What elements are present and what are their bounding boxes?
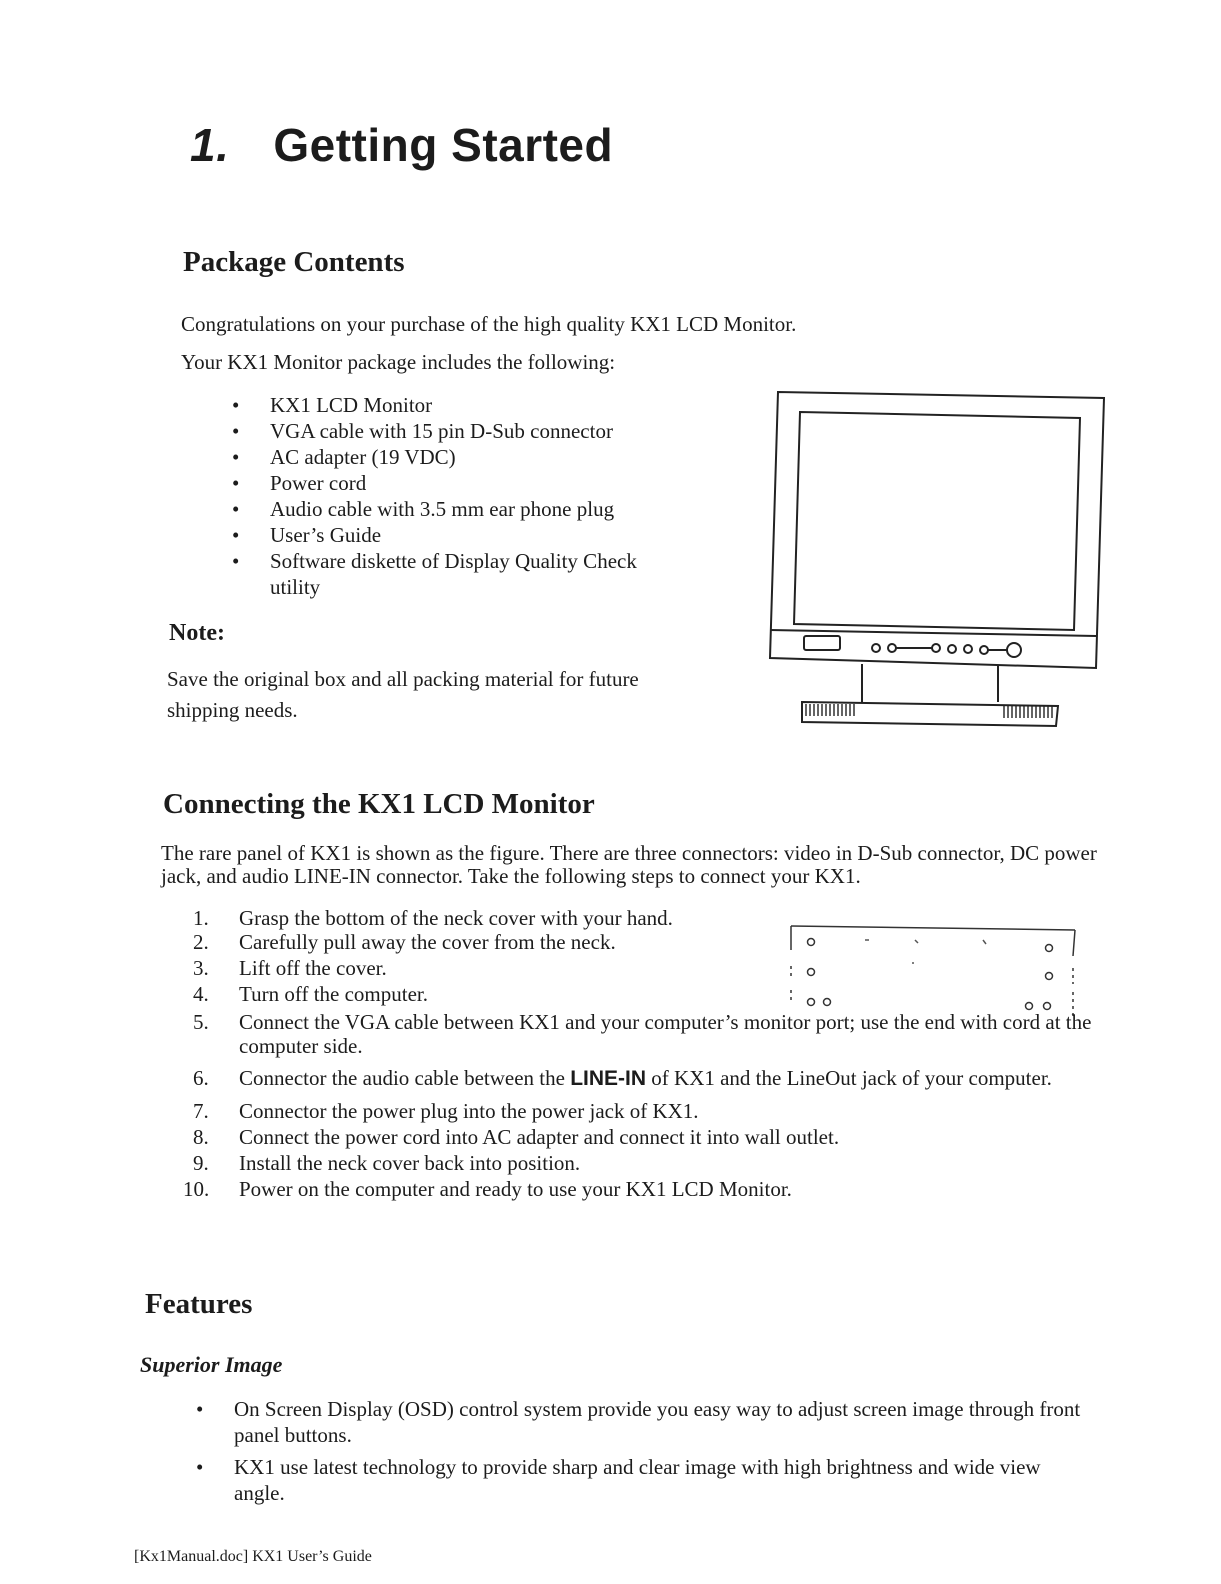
- power-button-shape: [804, 636, 840, 650]
- monitor-neck: [862, 664, 998, 702]
- connecting-intro: The rare panel of KX1 is shown as the figure. There are three connectors: video in D-Sub connector, DC power jack, and audio LINE-IN connector. Take the following steps to connect your KX1.: [161, 841, 1097, 888]
- package-intro-2: Your KX1 Monitor package includes the following:: [181, 350, 616, 374]
- list-item: 1. Grasp the bottom of the neck cover with your hand.: [193, 906, 673, 930]
- connection-steps-list: [183, 906, 1103, 1201]
- line-in-label: LINE-IN: [570, 1067, 647, 1090]
- chapter-number: 1.: [190, 119, 230, 171]
- list-item: 8. Connect the power cord into AC adapter and connect it into wall outlet.: [193, 1125, 840, 1149]
- list-item: 10. Power on the computer and ready to use your KX1 LCD Monitor.: [183, 1177, 792, 1201]
- list-item: 7. Connector the power plug into the power jack of KX1.: [193, 1099, 699, 1123]
- features-heading: Features: [145, 1288, 253, 1320]
- package-contents-heading: Package Contents: [183, 246, 405, 278]
- list-item: • AC adapter (19 VDC): [232, 444, 692, 470]
- list-item: 9. Install the neck cover back into position.: [193, 1151, 581, 1175]
- list-item: 4. Turn off the computer.: [193, 982, 428, 1006]
- footer-document-name: [Kx1Manual.doc] KX1 User’s Guide: [134, 1548, 372, 1565]
- superior-image-subheading: Superior Image: [140, 1352, 283, 1377]
- list-item: 3. Lift off the cover.: [193, 956, 387, 980]
- list-item: • User’s Guide: [232, 522, 692, 548]
- list-item: 6. Connector the audio cable between the LINE-IN of KX1 and the LineOut jack of your computer.: [193, 1066, 1052, 1090]
- list-item: • Audio cable with 3.5 mm ear phone plug: [232, 496, 692, 522]
- list-item: • KX1 LCD Monitor: [232, 392, 692, 418]
- chapter-title: [190, 118, 613, 172]
- connecting-heading: Connecting the KX1 LCD Monitor: [163, 788, 595, 820]
- monitor-illustration: [766, 386, 1106, 736]
- list-item: • Software diskette of Display Quality Check utility: [232, 548, 690, 600]
- package-intro-1: Congratulations on your purchase of the high quality KX1 LCD Monitor.: [181, 312, 797, 336]
- package-contents-list: [232, 392, 692, 600]
- note-label: Note:: [169, 620, 225, 646]
- list-item: 2. Carefully pull away the cover from the neck.: [193, 930, 616, 954]
- note-text: Save the original box and all packing material for future shipping needs.: [167, 667, 639, 722]
- chapter-title-text: Getting Started: [273, 119, 614, 171]
- list-item: 5. Connect the VGA cable between KX1 and your computer’s monitor port; use the end with cord at the computer side.: [193, 1010, 1092, 1058]
- list-item: • KX1 use latest technology to provide sharp and clear image with high brightness and wide view angle.: [196, 1454, 1081, 1506]
- features-list: [196, 1396, 1081, 1512]
- list-item: • On Screen Display (OSD) control system provide you easy way to adjust screen image through front panel buttons.: [196, 1396, 1081, 1448]
- monitor-screen: [794, 412, 1080, 630]
- list-item: • Power cord: [232, 470, 692, 496]
- list-item: • VGA cable with 15 pin D-Sub connector: [232, 418, 692, 444]
